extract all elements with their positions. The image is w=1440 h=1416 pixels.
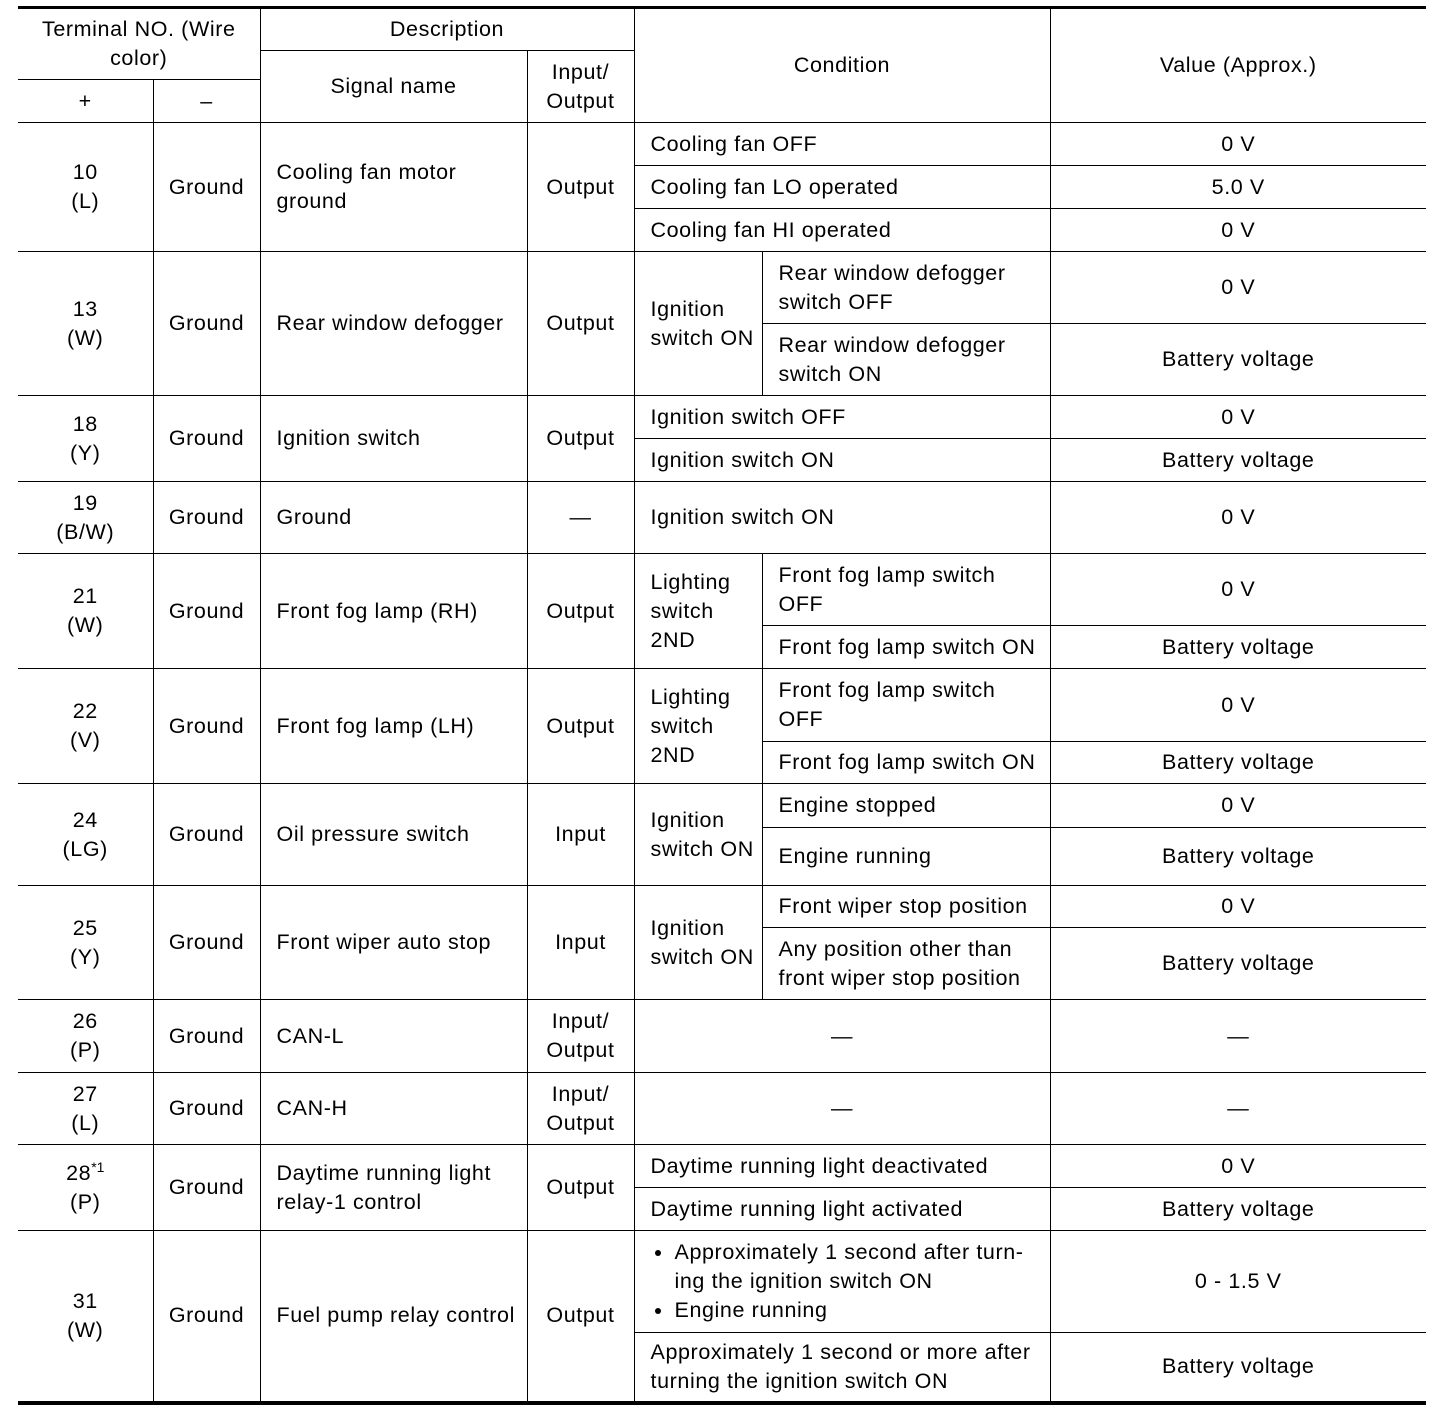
value-cell: Battery voltage <box>1050 439 1426 482</box>
input-output-cell: — <box>527 482 634 554</box>
wire-color: (Y) <box>70 440 101 465</box>
terminal-cell <box>18 784 153 886</box>
terminal-cell <box>18 482 153 554</box>
input-output-cell: Input <box>527 784 634 886</box>
minus-header: – <box>153 80 260 123</box>
terminal-cell <box>18 252 153 396</box>
value-cell: 0 V <box>1050 482 1426 554</box>
terminal-header: Terminal NO. (Wire color) <box>18 8 260 80</box>
value-cell: Battery voltage <box>1050 742 1426 784</box>
value-cell: 0 V <box>1050 209 1426 252</box>
signal-name-cell: Rear window defogger <box>260 252 527 396</box>
input-output-cell: Output <box>527 1145 634 1231</box>
table-header <box>18 8 1426 123</box>
minus-terminal-cell: Ground <box>153 1000 260 1073</box>
table-row <box>18 1073 1426 1145</box>
table-row <box>18 1231 1426 1333</box>
input-output-cell: Output <box>527 669 634 784</box>
value-cell: 0 V <box>1050 396 1426 439</box>
bullet-item <box>651 1296 1044 1325</box>
value-cell: 0 V <box>1050 669 1426 742</box>
value-cell: Battery voltage <box>1050 828 1426 886</box>
signal-name-cell: Oil pressure switch <box>260 784 527 886</box>
value-cell: Battery voltage <box>1050 626 1426 669</box>
condition-header: Condition <box>634 8 1050 123</box>
minus-terminal-cell: Ground <box>153 886 260 1000</box>
table-row <box>18 669 1426 742</box>
signal-name-cell: Front wiper auto stop <box>260 886 527 1000</box>
signal-name-cell: Cooling fan motor ground <box>260 123 527 252</box>
sub-condition-cell: Any position other than front wiper stop position <box>762 928 1050 1000</box>
footnote-marker: *1 <box>91 1158 105 1175</box>
minus-terminal-cell: Ground <box>153 482 260 554</box>
signal-name-cell: Ground <box>260 482 527 554</box>
signal-name-cell: CAN-L <box>260 1000 527 1073</box>
bullet-icon <box>651 1296 675 1325</box>
terminal-number: 28 <box>66 1160 92 1185</box>
value-cell: — <box>1050 1073 1426 1145</box>
minus-terminal-cell: Ground <box>153 396 260 482</box>
value-cell: 0 V <box>1050 886 1426 928</box>
input-output-header: Input/ Output <box>527 51 634 123</box>
input-output-cell: Output <box>527 123 634 252</box>
terminal-cell <box>18 554 153 669</box>
value-cell: 0 V <box>1050 554 1426 626</box>
condition-cell: Approximately 1 second or more after turning the ignition switch ON <box>634 1333 1050 1403</box>
terminal-number: 21 <box>72 584 98 608</box>
input-output-cell: Output <box>527 396 634 482</box>
terminal-inspection-table <box>18 6 1426 1405</box>
sub-condition-cell: Front fog lamp switch OFF <box>762 554 1050 626</box>
table-body <box>18 123 1426 1403</box>
table-row <box>18 123 1426 166</box>
table-row <box>18 886 1426 928</box>
wire-color: (L) <box>71 189 100 213</box>
sub-condition-cell: Front wiper stop position <box>762 886 1050 928</box>
signal-name-cell: Front fog lamp (LH) <box>260 669 527 784</box>
terminal-number: 22 <box>72 699 98 723</box>
input-output-cell: Output <box>527 554 634 669</box>
terminal-number: 10 <box>72 160 98 184</box>
terminal-number: 18 <box>72 411 98 436</box>
header-row <box>18 8 1426 51</box>
main-condition-cell: Lighting switch 2ND <box>634 669 762 784</box>
value-cell: 0 V <box>1050 252 1426 324</box>
input-output-cell: Input/ Output <box>527 1073 634 1145</box>
value-cell: 0 V <box>1050 784 1426 828</box>
main-condition-cell: Ignition switch ON <box>634 886 762 1000</box>
condition-cell: Cooling fan LO operated <box>634 166 1050 209</box>
sub-condition-cell: Front fog lamp switch OFF <box>762 669 1050 742</box>
value-cell: Battery voltage <box>1050 324 1426 396</box>
wire-color: (V) <box>70 728 101 752</box>
main-condition-cell: Lighting switch 2ND <box>634 554 762 669</box>
value-cell: 0 V <box>1050 1145 1426 1188</box>
table-row <box>18 554 1426 626</box>
bullet-text: Approximately 1 second after turn- ing the ignition switch ON <box>674 1240 1024 1293</box>
terminal-cell <box>18 1231 153 1403</box>
minus-terminal-cell: Ground <box>153 784 260 886</box>
main-condition-cell: Ignition switch ON <box>634 784 762 886</box>
minus-terminal-cell: Ground <box>153 669 260 784</box>
wire-color: (P) <box>70 1189 101 1214</box>
condition-cell: — <box>634 1073 1050 1145</box>
terminal-cell <box>18 123 153 252</box>
terminal-cell <box>18 669 153 784</box>
minus-terminal-cell: Ground <box>153 123 260 252</box>
terminal-cell <box>18 396 153 482</box>
wire-color: (P) <box>70 1038 101 1062</box>
table-row <box>18 1145 1426 1188</box>
wire-color: (W) <box>67 613 104 637</box>
wire-color: (Y) <box>70 944 101 969</box>
minus-terminal-cell: Ground <box>153 554 260 669</box>
value-cell: Battery voltage <box>1050 928 1426 1000</box>
input-output-cell: Output <box>527 1231 634 1403</box>
condition-cell: Ignition switch ON <box>634 439 1050 482</box>
value-cell: — <box>1050 1000 1426 1073</box>
wire-color: (LG) <box>62 836 108 861</box>
table-row <box>18 1000 1426 1073</box>
minus-terminal-cell: Ground <box>153 252 260 396</box>
input-output-cell: Input/ Output <box>527 1000 634 1073</box>
value-cell: Battery voltage <box>1050 1188 1426 1231</box>
terminal-number: 19 <box>72 490 98 515</box>
bullet-text: Engine running <box>674 1298 828 1322</box>
bullet-icon <box>651 1238 675 1267</box>
signal-name-cell: Daytime running light relay-1 control <box>260 1145 527 1231</box>
input-output-cell: Output <box>527 252 634 396</box>
minus-terminal-cell: Ground <box>153 1231 260 1403</box>
terminal-number: 25 <box>72 915 98 940</box>
terminal-cell <box>18 1145 153 1231</box>
terminal-cell <box>18 886 153 1000</box>
wire-color: (B/W) <box>56 519 115 544</box>
condition-cell <box>634 1231 1050 1333</box>
sub-condition-cell: Engine running <box>762 828 1050 886</box>
main-condition-cell: Ignition switch ON <box>634 252 762 396</box>
bullet-item <box>651 1238 1044 1296</box>
value-cell: 5.0 V <box>1050 166 1426 209</box>
condition-cell: Daytime running light deactivated <box>634 1145 1050 1188</box>
signal-name-header: Signal name <box>260 51 527 123</box>
table-row <box>18 396 1426 439</box>
condition-cell: Cooling fan HI operated <box>634 209 1050 252</box>
value-header: Value (Approx.) <box>1050 8 1426 123</box>
description-header: Description <box>260 8 634 51</box>
value-cell: 0 V <box>1050 123 1426 166</box>
value-cell: 0 - 1.5 V <box>1050 1231 1426 1333</box>
sub-condition-cell: Rear window defogger switch ON <box>762 324 1050 396</box>
minus-terminal-cell: Ground <box>153 1073 260 1145</box>
wire-color: (W) <box>67 1317 104 1342</box>
value-cell: Battery voltage <box>1050 1333 1426 1403</box>
signal-name-cell: CAN-H <box>260 1073 527 1145</box>
terminal-number: 24 <box>72 807 98 832</box>
terminal-number: 27 <box>72 1081 98 1106</box>
sub-condition-cell: Rear window defogger switch OFF <box>762 252 1050 324</box>
sub-condition-cell: Front fog lamp switch ON <box>762 626 1050 669</box>
condition-cell: Cooling fan OFF <box>634 123 1050 166</box>
condition-cell: Ignition switch ON <box>634 482 1050 554</box>
terminal-cell <box>18 1073 153 1145</box>
input-output-cell: Input <box>527 886 634 1000</box>
condition-cell: Ignition switch OFF <box>634 396 1050 439</box>
terminal-number: 26 <box>72 1009 98 1033</box>
condition-cell: — <box>634 1000 1050 1073</box>
signal-name-cell: Fuel pump relay control <box>260 1231 527 1403</box>
terminal-number: 31 <box>72 1288 98 1313</box>
wire-color: (L) <box>71 1110 100 1135</box>
sub-condition-cell: Engine stopped <box>762 784 1050 828</box>
table-row <box>18 784 1426 828</box>
condition-cell: Daytime running light activated <box>634 1188 1050 1231</box>
terminal-cell <box>18 1000 153 1073</box>
table-row <box>18 482 1426 554</box>
wire-color: (W) <box>67 325 104 350</box>
sub-condition-cell: Front fog lamp switch ON <box>762 742 1050 784</box>
signal-name-cell: Ignition switch <box>260 396 527 482</box>
terminal-number: 13 <box>72 296 98 321</box>
minus-terminal-cell: Ground <box>153 1145 260 1231</box>
table-row <box>18 252 1426 324</box>
plus-header: + <box>18 80 153 123</box>
signal-name-cell: Front fog lamp (RH) <box>260 554 527 669</box>
